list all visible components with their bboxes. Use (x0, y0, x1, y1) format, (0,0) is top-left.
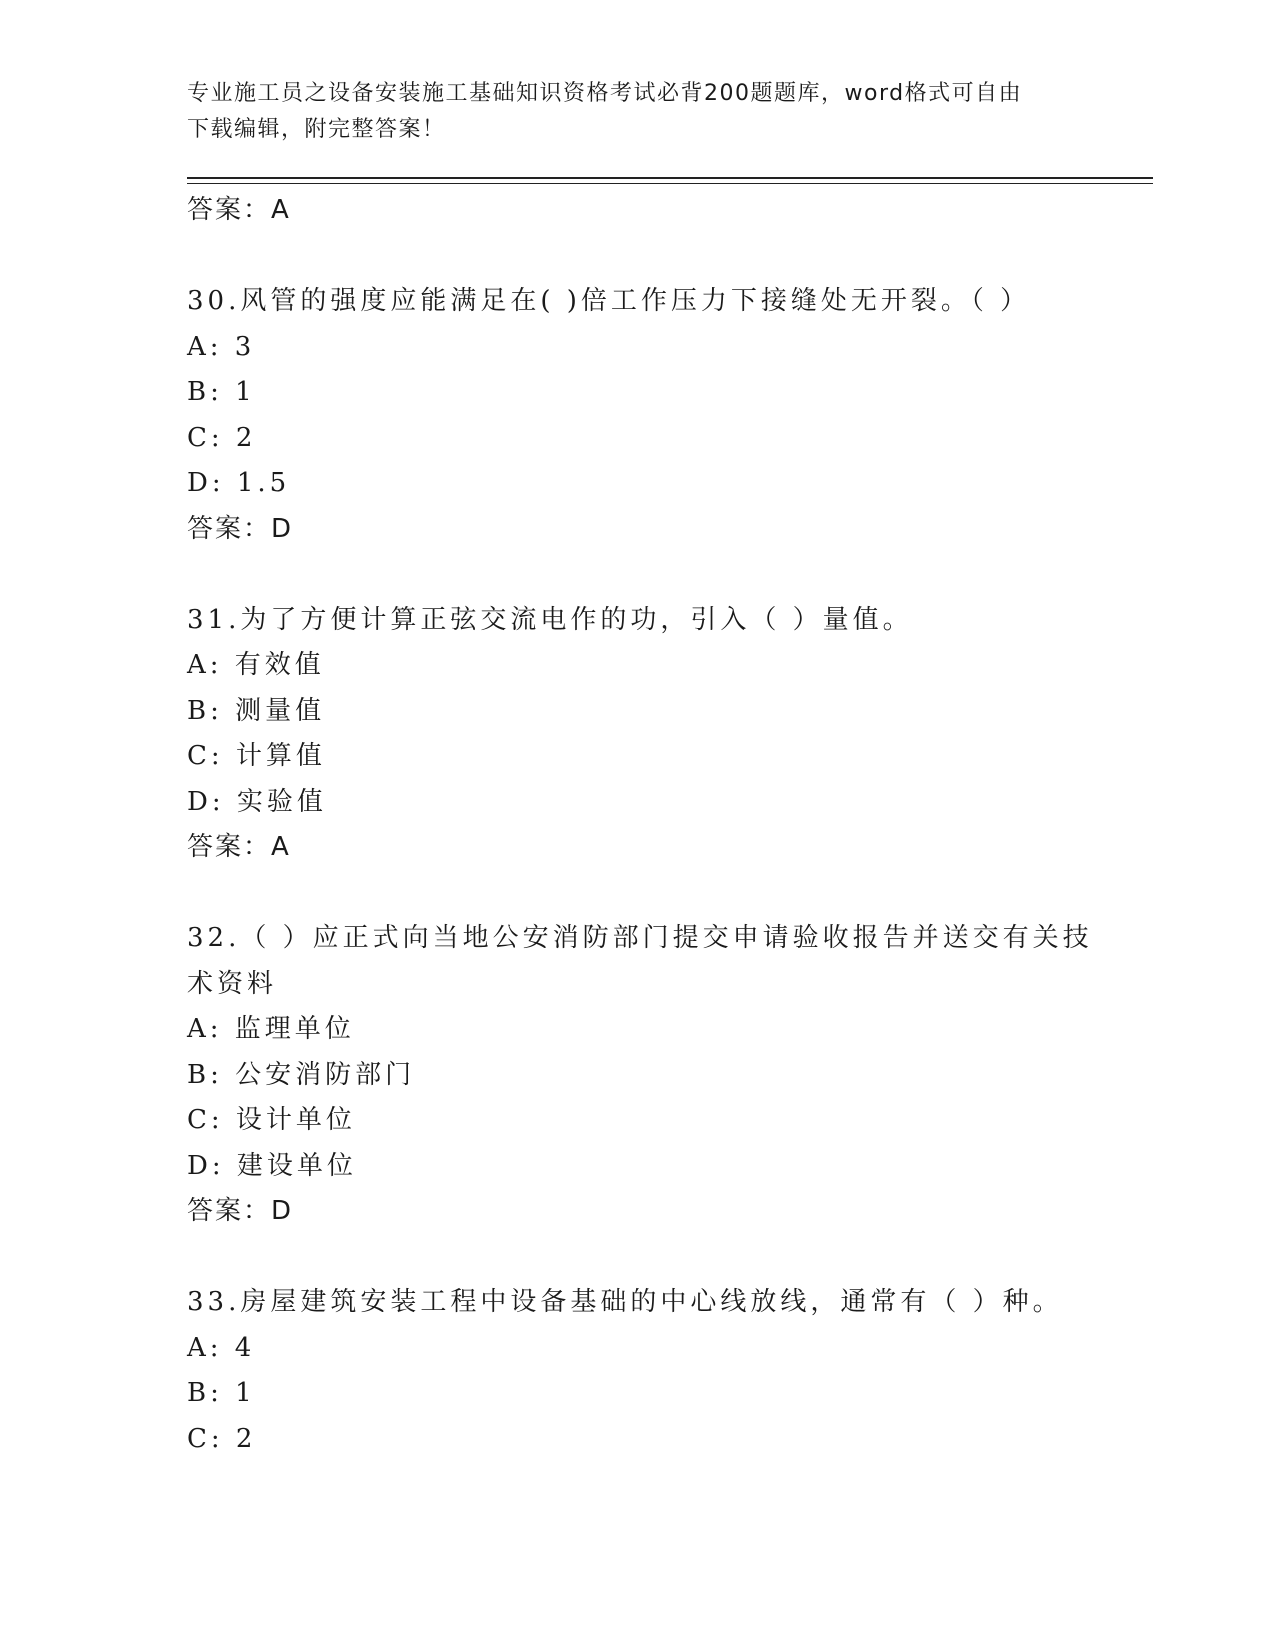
question-text: 33.房屋建筑安装工程中设备基础的中心线放线，通常有（ ）种。 (187, 1287, 1063, 1317)
option-b: B: 1 (187, 1378, 256, 1408)
question-33 (187, 1280, 1087, 1462)
option-c: C: 2 (187, 422, 257, 453)
option-d: D: 建设单位 (187, 1150, 357, 1181)
option-b: B: 测量值 (187, 695, 326, 726)
previous-answer: 答案：A (187, 195, 291, 225)
question-31 (187, 598, 1087, 871)
header-line-1: 专业施工员之设备安装施工基础知识资格考试必背200题题库，word格式可自由 (187, 81, 1023, 106)
question-30 (187, 279, 1087, 552)
option-a: A: 有效值 (187, 650, 325, 680)
option-b: B: 公安消防部门 (187, 1059, 416, 1090)
option-b: B: 1 (187, 377, 256, 407)
option-a: A: 4 (187, 1332, 256, 1363)
question-text-line-2: 术资料 (187, 968, 278, 999)
answer: 答案：A (187, 832, 291, 862)
question-text: 30.风管的强度应能满足在( )倍工作压力下接缝处无开裂。（ ） (187, 286, 1031, 316)
question-list (187, 188, 1093, 1462)
option-a: A: 3 (187, 331, 256, 362)
question-32 (187, 916, 1093, 1235)
header-line-2: 下载编辑，附完整答案！ (187, 117, 446, 142)
question-text: 31.为了方便计算正弦交流电作的功，引入（ ）量值。 (187, 604, 913, 635)
option-c: C: 设计单位 (187, 1105, 356, 1135)
option-a: A: 监理单位 (187, 1014, 355, 1044)
option-d: D: 实验值 (187, 786, 327, 817)
question-text-line-1: 32.（ ）应正式向当地公安消防部门提交申请验收报告并送交有关技 (187, 923, 1093, 953)
option-d: D: 1.5 (187, 468, 291, 498)
answer: 答案：D (187, 1196, 294, 1226)
header-divider-thin (187, 183, 1153, 184)
option-c: C: 计算值 (187, 741, 326, 771)
answer: 答案：D (187, 513, 294, 544)
document-header (187, 76, 1067, 148)
option-c: C: 2 (187, 1423, 257, 1454)
header-divider-thick (187, 177, 1153, 179)
